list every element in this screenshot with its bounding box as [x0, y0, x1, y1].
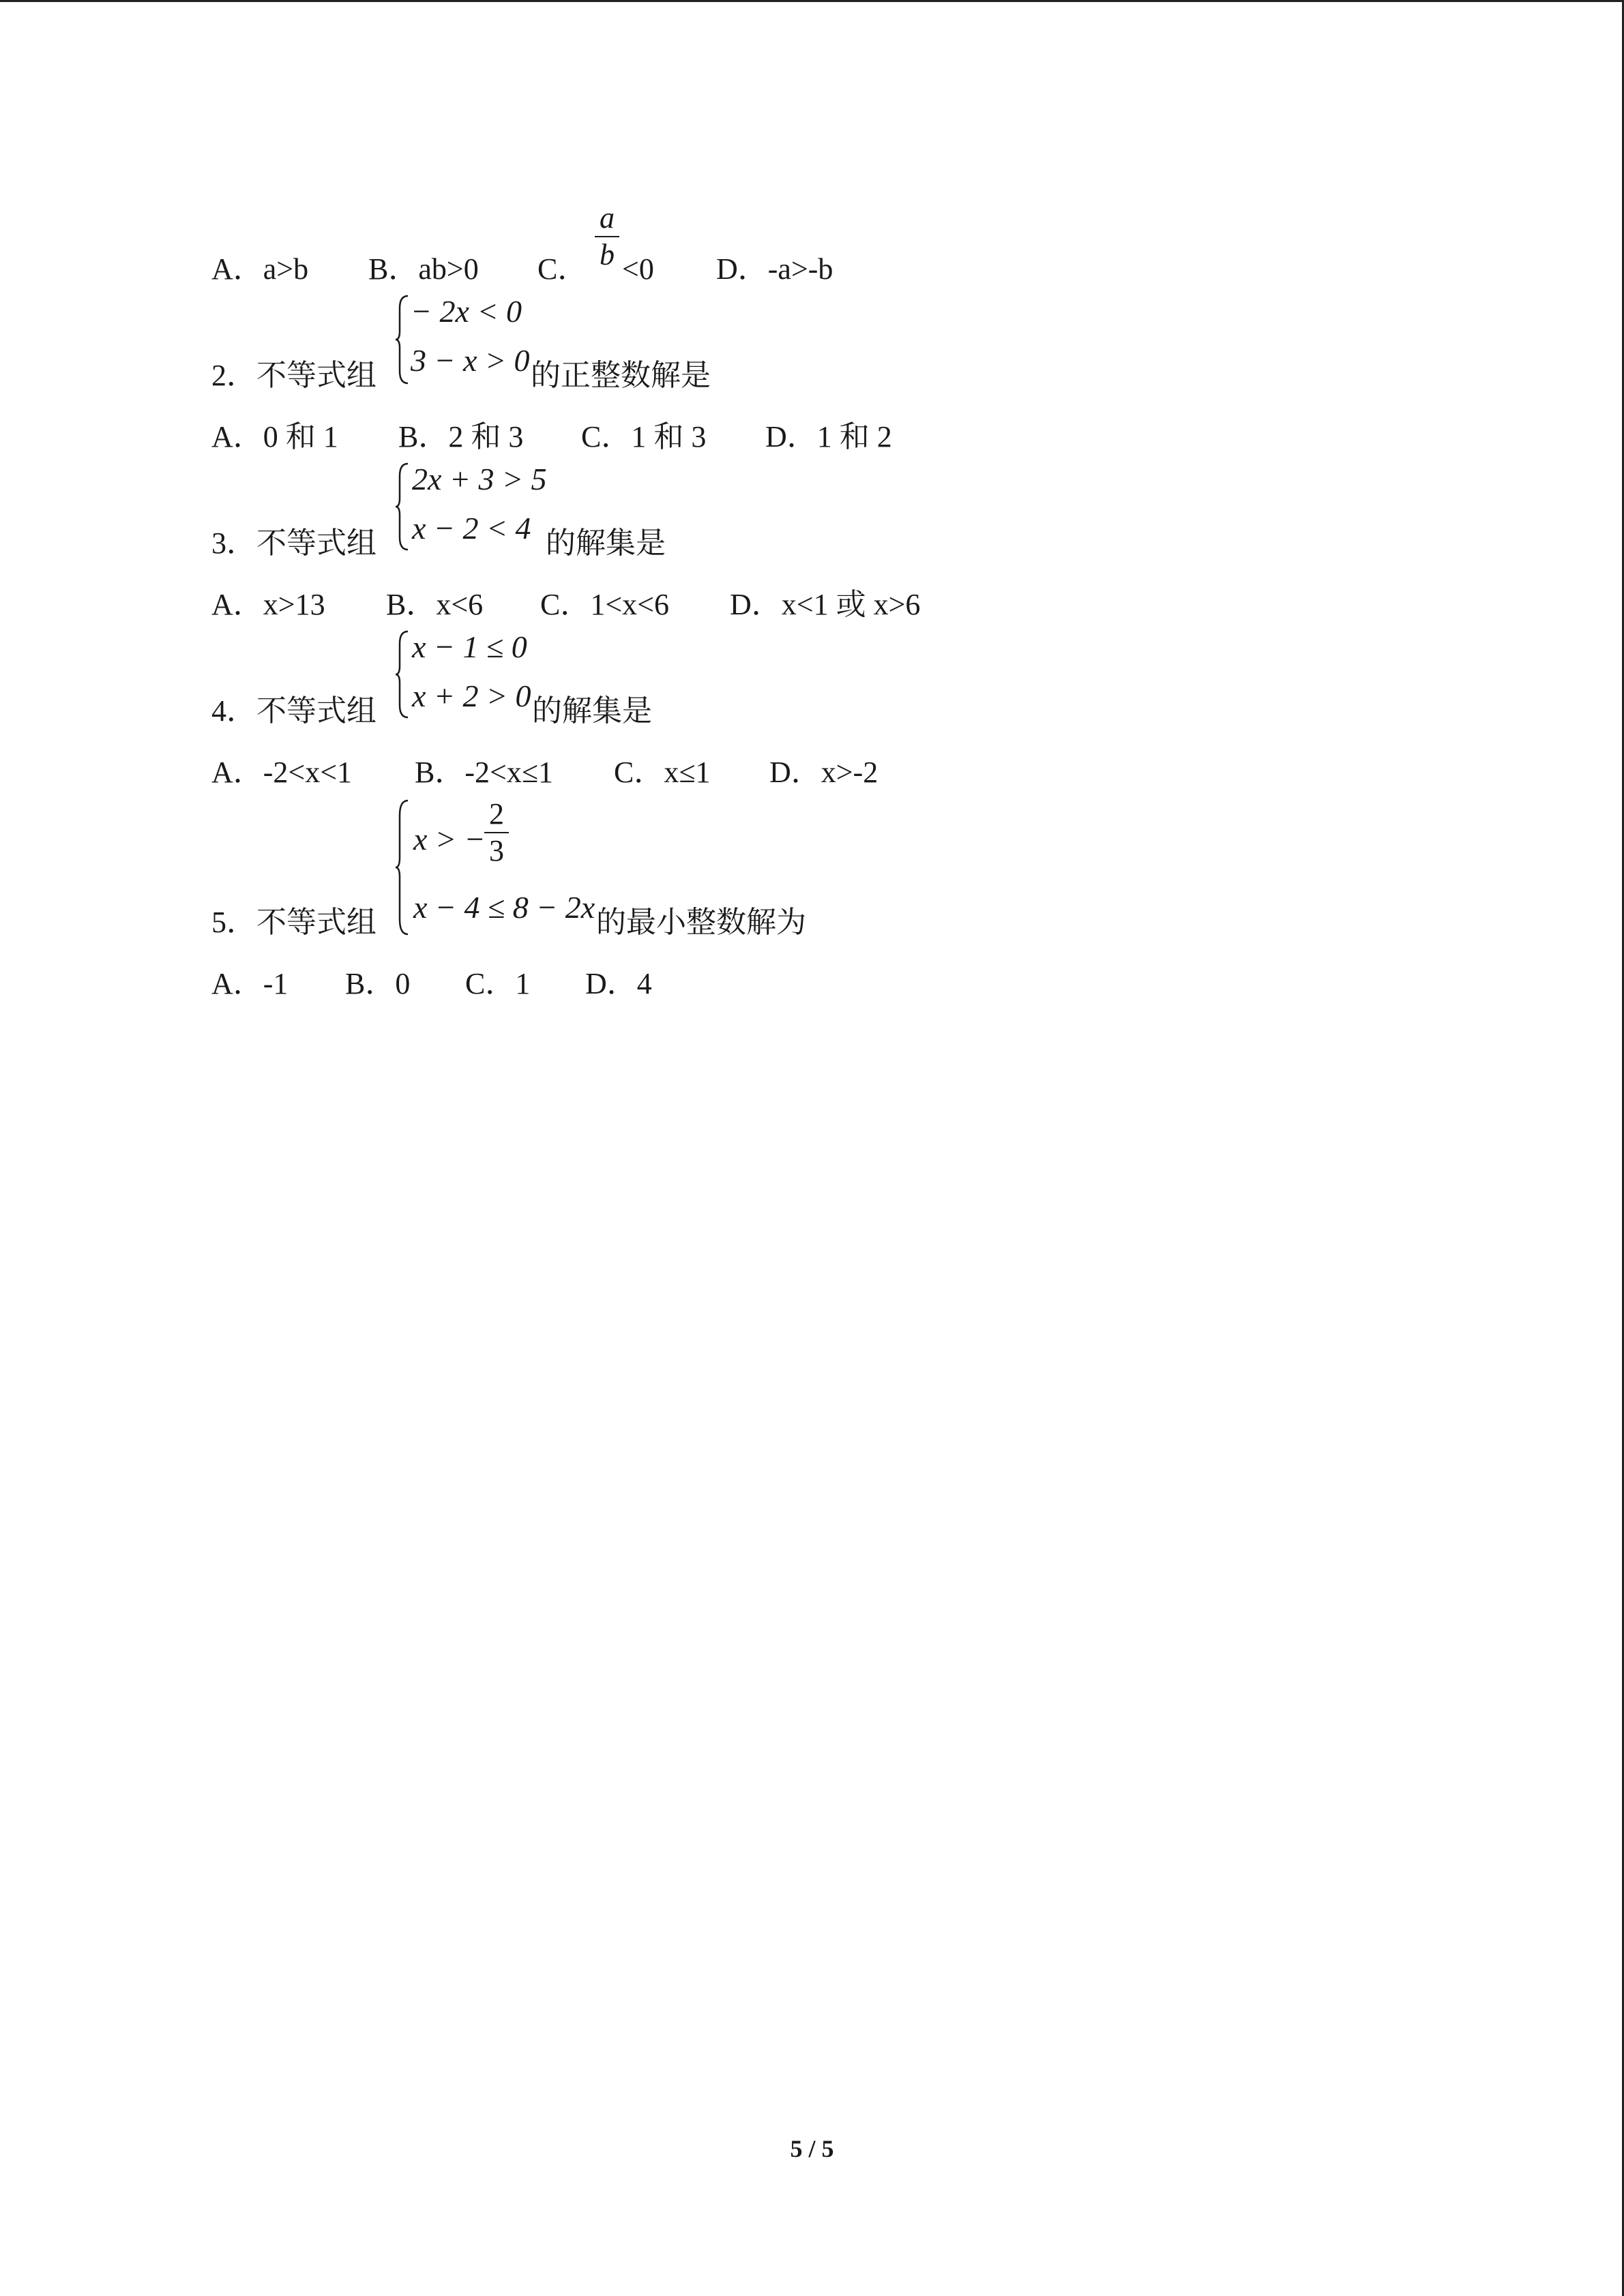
q2-number: 2．不等式组: [211, 359, 377, 392]
q5-fraction-denominator: 3: [489, 834, 504, 867]
q5-option-a: A．-1: [211, 967, 289, 1000]
q4-option-b: B．-2<x≤1: [415, 756, 553, 789]
q2-brace: [394, 295, 409, 385]
q2-system-line-2: 3 − x > 0: [411, 343, 530, 378]
q5-system-line-2: x − 4 ≤ 8 − 2x: [413, 890, 595, 925]
q1-option-d: D．-a>-b: [716, 252, 833, 286]
q2-option-c: C．1 和 3: [581, 420, 707, 453]
q5-question-suffix: 的最小整数解为: [596, 906, 806, 939]
q4-brace: [394, 630, 409, 719]
q3-option-b: B．x<6: [386, 588, 484, 621]
q3-option-c: C．1<x<6: [540, 588, 669, 621]
q3-brace: [394, 462, 409, 551]
q4-question-suffix: 的解集是: [532, 694, 652, 728]
q4-system-line-2: x + 2 > 0: [412, 679, 531, 713]
q1-option-b: B．ab>0: [368, 252, 479, 286]
q3-option-a: A．x>13: [211, 588, 325, 621]
q5-option-b: B．0: [345, 967, 411, 1000]
q3-number: 3．不等式组: [211, 526, 377, 560]
page-number: 5 / 5: [790, 2135, 834, 2162]
q3-system-line-2: x − 2 < 4: [412, 511, 531, 546]
q1-fraction-bar: [595, 236, 619, 237]
q5-option-d: D．4: [585, 967, 652, 1000]
q2-option-a: A．0 和 1: [211, 420, 338, 453]
q3-system-line-1: 2x + 3 > 5: [412, 462, 547, 496]
q5-fraction-bar: [484, 832, 509, 833]
q2-option-b: B．2 和 3: [398, 420, 524, 453]
q4-option-d: D．x>-2: [769, 756, 879, 789]
q3-option-d: D．x<1 或 x>6: [730, 588, 921, 621]
q5-brace: [394, 799, 409, 936]
q2-option-d: D．1 和 2: [765, 420, 892, 453]
q1-option-c-prefix: C．: [537, 252, 588, 286]
q4-system-line-1: x − 1 ≤ 0: [412, 629, 527, 664]
q1-option-c-suffix: <0: [622, 252, 654, 286]
q5-fraction-numerator: 2: [489, 797, 504, 831]
page-border-top: [0, 0, 1624, 2]
q3-question-suffix: 的解集是: [546, 526, 666, 560]
q2-system-line-1: − 2x < 0: [411, 294, 522, 329]
q1-fraction-numerator: a: [600, 201, 615, 235]
q5-number: 5．不等式组: [211, 906, 377, 939]
q5-system-line-1-prefix: x > −: [413, 822, 486, 856]
q5-system-fraction: [484, 798, 509, 867]
q1-option-a: A．a>b: [211, 252, 309, 286]
q4-number: 4．不等式组: [211, 694, 377, 728]
q1-fraction-denominator: b: [600, 238, 615, 271]
q4-option-c: C．x≤1: [614, 756, 711, 789]
q4-option-a: A．-2<x<1: [211, 756, 353, 789]
q5-option-c: C．1: [465, 967, 531, 1000]
q1-option-c-fraction: [595, 202, 619, 271]
q2-question-suffix: 的正整数解是: [531, 359, 711, 392]
